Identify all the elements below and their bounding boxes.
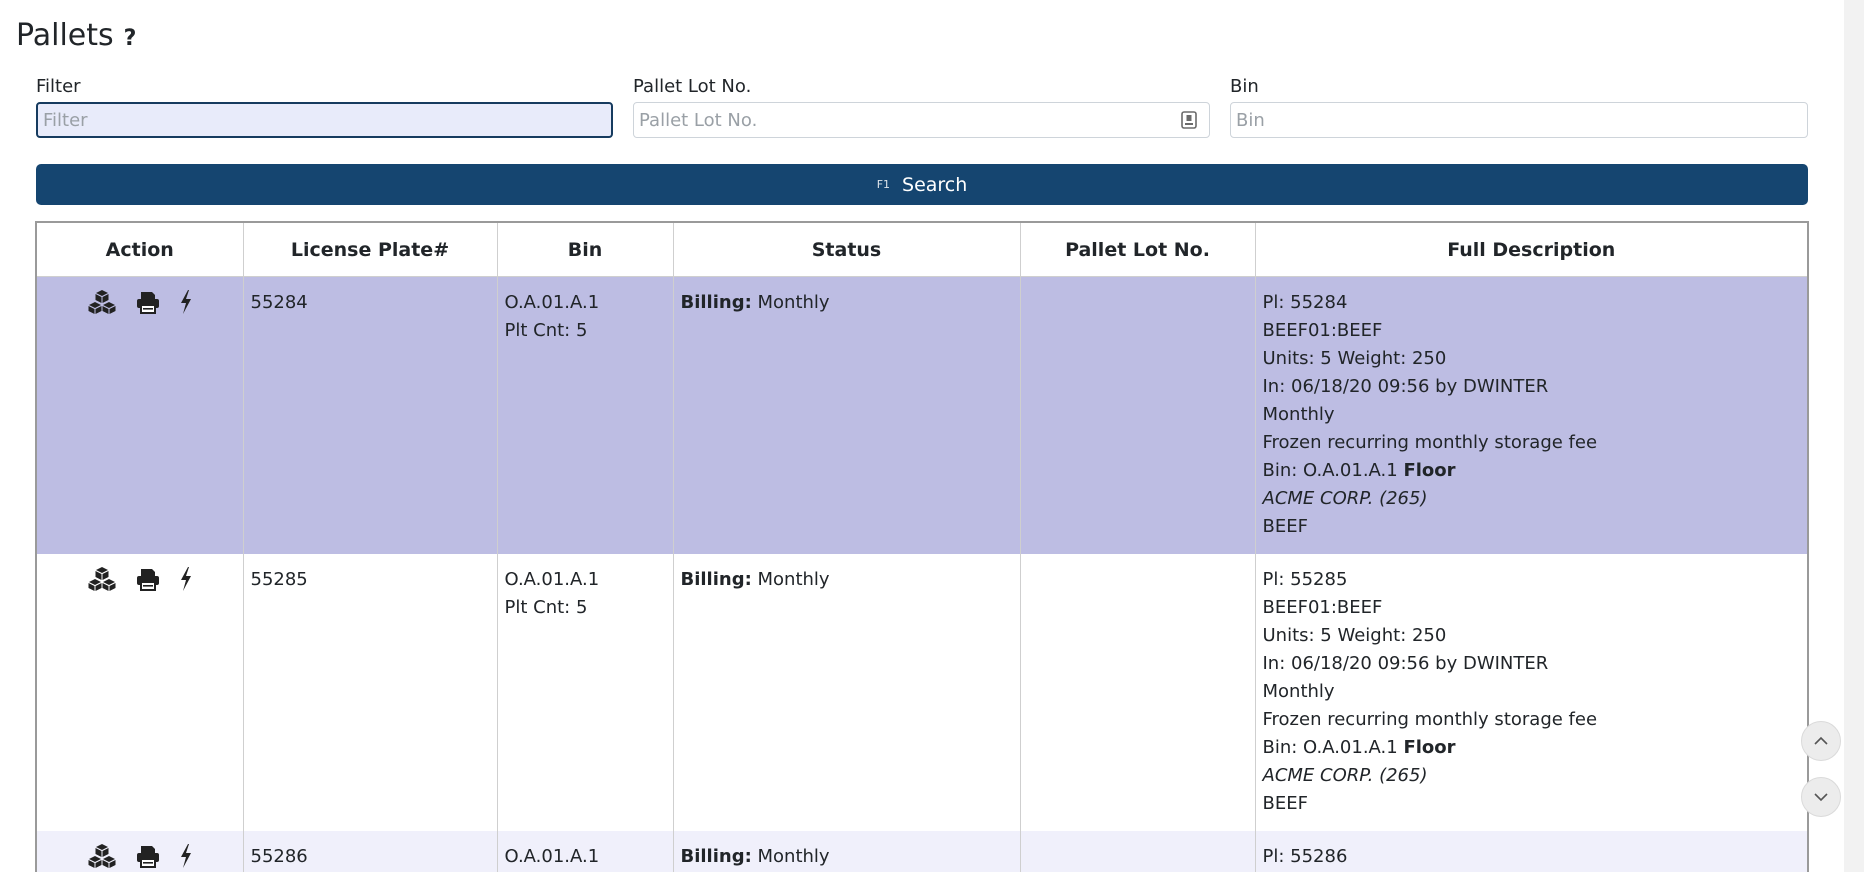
desc-billing: Monthly xyxy=(1262,680,1335,702)
lightning-bolt-icon[interactable] xyxy=(179,566,193,592)
table-row[interactable] xyxy=(37,277,1807,554)
barcode-scan-icon[interactable] xyxy=(1181,111,1197,129)
column-header-pallet-lot[interactable]: Pallet Lot No. xyxy=(1020,223,1255,277)
desc-bin-prefix: Bin: O.A.01.A.1 xyxy=(1262,460,1404,481)
full-description-cell xyxy=(1255,831,1807,872)
scroll-up-button[interactable] xyxy=(1801,721,1841,761)
desc-pl: Pl: 55285 xyxy=(1262,568,1348,590)
desc-billing: Monthly xyxy=(1262,404,1335,425)
cubes-icon[interactable] xyxy=(87,843,117,869)
pallet-lot-cell xyxy=(1020,831,1255,872)
lightning-bolt-icon[interactable] xyxy=(179,843,193,869)
desc-bin-zone: Floor xyxy=(1403,460,1456,481)
status-cell xyxy=(673,554,1020,831)
cubes-icon[interactable] xyxy=(87,289,117,315)
action-cell xyxy=(37,277,243,554)
table-row[interactable] xyxy=(37,831,1807,872)
column-header-bin[interactable]: Bin xyxy=(497,223,673,277)
column-header-full-description[interactable]: Full Description xyxy=(1255,223,1807,277)
table-row[interactable] xyxy=(37,554,1807,831)
help-icon[interactable]: ? xyxy=(123,26,137,51)
scroll-down-button[interactable] xyxy=(1801,777,1841,817)
bin-value: O.A.01.A.1 xyxy=(504,845,600,867)
desc-pl: Pl: 55286 xyxy=(1262,845,1348,867)
desc-bin xyxy=(1263,457,1801,485)
desc-fee: Frozen recurring monthly storage fee xyxy=(1262,432,1598,453)
full-description-cell xyxy=(1255,554,1807,831)
print-icon[interactable] xyxy=(133,566,163,592)
search-button[interactable] xyxy=(36,164,1808,205)
search-button-label: Search xyxy=(902,173,968,196)
action-cell xyxy=(37,831,243,872)
desc-item: BEEF01:BEEF xyxy=(1262,320,1383,341)
bin-input[interactable] xyxy=(1230,102,1808,138)
status-value: Monthly xyxy=(751,568,830,590)
pallet-lot-label: Pallet Lot No. xyxy=(633,76,752,97)
status-label: Billing: xyxy=(680,568,752,590)
desc-bin-zone: Floor xyxy=(1403,736,1456,758)
chevron-up-icon xyxy=(1813,736,1829,746)
desc-customer: ACME CORP. (265) xyxy=(1262,764,1428,786)
chevron-down-icon xyxy=(1813,792,1829,802)
desc-bin-prefix: Bin: O.A.01.A.1 xyxy=(1262,736,1404,758)
column-header-status[interactable]: Status xyxy=(673,223,1020,277)
desc-units: Units: 5 Weight: 250 xyxy=(1262,348,1447,369)
f1-key-hint: F1 xyxy=(876,178,891,191)
table-header-row xyxy=(37,223,1807,277)
status-cell xyxy=(673,277,1020,554)
pallet-lot-input[interactable] xyxy=(633,102,1210,138)
pallets-table xyxy=(35,221,1809,872)
pallet-count: Plt Cnt: 5 xyxy=(504,320,588,341)
status-label: Billing: xyxy=(680,292,752,313)
column-header-license-plate[interactable]: License Plate# xyxy=(243,223,497,277)
license-plate-cell[interactable]: 55285 xyxy=(243,554,497,831)
desc-pl: Pl: 55284 xyxy=(1262,292,1348,313)
pallet-count: Plt Cnt: 5 xyxy=(504,596,588,618)
status-label: Billing: xyxy=(680,845,752,867)
bin-value: O.A.01.A.1 xyxy=(504,292,600,313)
bin-label: Bin xyxy=(1230,76,1259,97)
status-cell xyxy=(673,831,1020,872)
desc-bin xyxy=(1263,734,1801,762)
action-cell xyxy=(37,554,243,831)
page-title-text: Pallets xyxy=(16,18,114,53)
status-value: Monthly xyxy=(751,292,830,313)
desc-received: In: 06/18/20 09:56 by DWINTER xyxy=(1262,652,1549,674)
desc-product: BEEF xyxy=(1262,516,1308,537)
desc-units: Units: 5 Weight: 250 xyxy=(1262,624,1447,646)
print-icon[interactable] xyxy=(133,843,163,869)
desc-product: BEEF xyxy=(1262,792,1308,814)
full-description-cell xyxy=(1255,277,1807,554)
desc-customer: ACME CORP. (265) xyxy=(1262,488,1428,509)
bin-cell xyxy=(497,277,673,554)
print-icon[interactable] xyxy=(133,289,163,315)
page-title xyxy=(16,18,136,53)
filter-input[interactable] xyxy=(36,102,613,138)
cubes-icon[interactable] xyxy=(87,566,117,592)
lightning-bolt-icon[interactable] xyxy=(179,289,193,315)
license-plate-cell[interactable]: 55284 xyxy=(243,277,497,554)
pallet-lot-cell xyxy=(1020,277,1255,554)
pallet-lot-cell xyxy=(1020,554,1255,831)
filter-label: Filter xyxy=(36,76,81,97)
column-header-action[interactable]: Action xyxy=(37,223,243,277)
desc-received: In: 06/18/20 09:56 by DWINTER xyxy=(1262,376,1549,397)
bin-cell xyxy=(497,554,673,831)
bin-cell xyxy=(497,831,673,872)
desc-fee: Frozen recurring monthly storage fee xyxy=(1262,708,1598,730)
status-value: Monthly xyxy=(751,845,830,867)
bin-value: O.A.01.A.1 xyxy=(504,568,600,590)
desc-item: BEEF01:BEEF xyxy=(1262,596,1383,618)
license-plate-cell[interactable]: 55286 xyxy=(243,831,497,872)
